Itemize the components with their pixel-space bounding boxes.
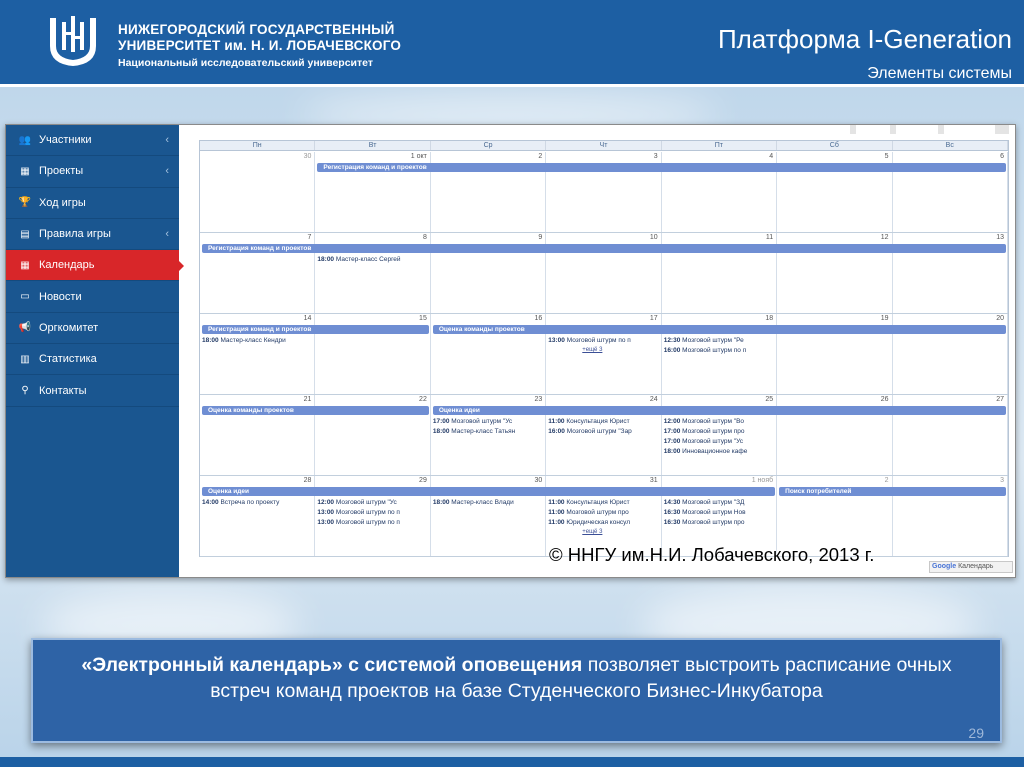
day-number: 8 <box>422 234 427 241</box>
day-number: 11 <box>765 234 774 241</box>
platform-screenshot <box>5 124 1016 578</box>
day-number: 26 <box>880 396 889 403</box>
calendar-event[interactable] <box>664 447 775 456</box>
event-time: 12:30 <box>663 337 681 344</box>
trophy-icon: 🏆 <box>18 197 32 209</box>
caption-strong: «Электронный календарь» с системой оповещения <box>81 654 583 676</box>
calendar-event[interactable] <box>548 498 659 507</box>
event-time: 18:00 <box>202 337 219 344</box>
sidebar-item-label: Календарь <box>39 259 95 272</box>
sidebar-item-label: Правила игры <box>39 228 111 241</box>
sidebar-item-6[interactable] <box>6 313 179 344</box>
slide-number: 29 <box>968 725 984 741</box>
map-marker-icon: ⚲ <box>21 385 29 397</box>
event-time: 16:00 <box>663 347 681 354</box>
calendar-event[interactable] <box>664 427 775 436</box>
day-number: 3 <box>1000 477 1004 484</box>
grid-icon: ▦ <box>20 165 30 177</box>
slide-header <box>0 0 1024 87</box>
document-icon: ▤ <box>20 228 30 240</box>
day-number: 13 <box>996 234 1004 241</box>
calendar-week <box>200 233 1008 314</box>
more-events-link[interactable]: +ещё 3 <box>582 347 603 353</box>
day-number: 28 <box>303 477 312 484</box>
event-title: Мозговой штурм "Во <box>682 418 745 425</box>
calendar-event-bar[interactable]: Регистрация команд и проектов <box>202 325 429 334</box>
chart-icon: ▥ <box>20 353 30 365</box>
event-title: Мозговой штурм "Ус <box>682 438 744 445</box>
event-title: Мозговой штурм по п <box>335 509 400 516</box>
event-title: Мозговой штурм "Ус <box>451 418 513 425</box>
event-title: Юридическая консул <box>566 519 631 526</box>
footer-band <box>0 757 1024 767</box>
calendar-event[interactable] <box>664 508 775 517</box>
calendar-event-bar[interactable]: Поиск потребителей <box>779 487 1006 496</box>
calendar-event-bar[interactable]: Регистрация команд и проектов <box>317 163 1006 172</box>
caption-box <box>31 638 1002 743</box>
event-time: 12:00 <box>663 418 681 425</box>
chevron-left-icon: ‹ <box>165 134 169 146</box>
day-number: 21 <box>303 396 312 403</box>
calendar-event[interactable] <box>317 508 428 517</box>
calendar-week <box>200 152 1008 233</box>
calendar-event[interactable] <box>317 255 428 264</box>
calendar-week <box>200 314 1008 395</box>
sidebar-item-2[interactable] <box>6 188 179 219</box>
event-time: 17:00 <box>432 418 450 425</box>
day-number: 12 <box>880 234 889 241</box>
chevron-left-icon: ‹ <box>165 227 169 240</box>
day-number: 23 <box>534 396 543 403</box>
event-title: Мозговой штурм "Зар <box>566 428 632 435</box>
event-time: 13:00 <box>548 337 565 344</box>
day-number: 20 <box>996 315 1004 322</box>
event-time: 13:00 <box>317 519 335 526</box>
toolbar-button[interactable] <box>850 125 856 134</box>
university-name-line1: НИЖЕГОРОДСКИЙ ГОСУДАРСТВЕННЫЙ <box>118 22 395 37</box>
sidebar-item-label: Статистика <box>39 353 97 366</box>
calendar-event-bar[interactable]: Регистрация команд и проектов <box>202 244 1006 253</box>
slide-title: Платформа I-Generation <box>717 24 1012 54</box>
day-of-week-label: Пт <box>662 141 777 150</box>
sidebar-item-1[interactable] <box>6 156 179 187</box>
google-calendar-badge[interactable] <box>929 561 1013 573</box>
more-events-link[interactable]: +ещё 3 <box>582 529 603 535</box>
calendar-event[interactable] <box>433 498 544 507</box>
university-name <box>118 22 401 70</box>
day-of-week-label: Ср <box>431 141 546 150</box>
calendar-event[interactable] <box>317 498 428 507</box>
event-time: 17:00 <box>663 428 681 435</box>
sidebar-item-label: Проекты <box>39 165 84 178</box>
toolbar-dropdown[interactable] <box>995 125 1009 134</box>
caption-text: позволяет выстроить расписание очных встреч команд проектов на базе Студенческого Бизнес-Инкубатора <box>210 654 952 702</box>
event-time: 18:00 <box>432 499 450 506</box>
day-number: 7 <box>307 234 312 241</box>
event-title: Мастер-класс Татьян <box>451 428 516 435</box>
calendar-event[interactable] <box>433 427 544 436</box>
day-number: 24 <box>649 396 658 403</box>
day-number: 5 <box>884 153 889 160</box>
event-time: 12:00 <box>317 499 335 506</box>
university-name-line2: УНИВЕРСИТЕТ им. Н. И. ЛОБАЧЕВСКОГО <box>118 38 402 53</box>
calendar-event-bar[interactable]: Оценка команды проектов <box>433 325 1006 334</box>
event-time: 16:30 <box>663 519 681 526</box>
day-number: 1 окт <box>410 153 427 160</box>
event-title: Мозговой штурм по п <box>682 347 747 354</box>
toolbar-button[interactable] <box>890 125 896 134</box>
calendar-event-bar[interactable]: Оценка команды проектов <box>202 406 429 415</box>
sidebar-nav <box>6 125 179 578</box>
day-number: 30 <box>534 477 543 484</box>
calendar-event[interactable] <box>548 518 659 527</box>
day-number: 19 <box>880 315 889 322</box>
calendar-day-cell[interactable] <box>200 152 315 232</box>
day-of-week-label: Сб <box>777 141 892 150</box>
day-number: 15 <box>419 315 427 322</box>
event-title: Мозговой штурм "Ус <box>335 499 397 506</box>
university-logo <box>42 12 104 70</box>
day-of-week-label: Пн <box>200 141 315 150</box>
calendar-event[interactable] <box>548 427 659 436</box>
day-number: 27 <box>996 396 1004 403</box>
day-number: 6 <box>1000 153 1004 160</box>
day-number: 22 <box>419 396 427 403</box>
event-time: 11:00 <box>548 499 565 506</box>
sidebar-item-4[interactable] <box>6 250 179 281</box>
sidebar-item-8[interactable] <box>6 375 179 406</box>
event-title: Мозговой штурм про <box>682 428 745 435</box>
sidebar-item-0[interactable] <box>6 125 179 156</box>
event-time: 11:00 <box>548 519 565 526</box>
google-calendar-badge-prefix: Google <box>932 563 957 570</box>
days-of-week-header <box>200 141 1008 151</box>
event-time: 14:30 <box>663 499 681 506</box>
sidebar-item-5[interactable] <box>6 281 179 312</box>
event-title: Мозговой штурм по п <box>335 519 400 526</box>
event-time: 14:00 <box>202 499 219 506</box>
calendar-week <box>200 395 1008 476</box>
sidebar-item-label: Оргкомитет <box>39 321 99 334</box>
toolbar-button[interactable] <box>938 125 944 134</box>
event-title: Мастер-класс Сергей <box>335 256 401 263</box>
event-title: Мозговой штурм "Ре <box>682 337 744 344</box>
calendar-event[interactable] <box>202 498 313 507</box>
event-title: Мозговой штурм по п <box>566 337 631 344</box>
calendar-event[interactable] <box>548 508 659 517</box>
calendar-icon: ▦ <box>20 259 30 271</box>
calendar-event[interactable] <box>664 437 775 446</box>
event-title: Встреча по проекту <box>220 499 280 506</box>
google-calendar-badge-text: Календарь <box>958 563 994 570</box>
day-of-week-label: Чт <box>546 141 661 150</box>
calendar-event[interactable] <box>548 336 659 345</box>
calendar-toolbar <box>190 125 1010 139</box>
day-of-week-label: Вс <box>893 141 1008 150</box>
event-title: Мастер-класс Кендри <box>220 337 286 344</box>
event-time: 11:00 <box>548 509 565 516</box>
day-number: 1 нояб <box>751 477 774 484</box>
sidebar-item-label: Контакты <box>39 384 87 397</box>
calendar-event-bar[interactable]: Оценка идеи <box>433 406 1006 415</box>
megaphone-icon: 📢 <box>18 322 32 334</box>
day-number: 10 <box>649 234 658 241</box>
day-number: 30 <box>303 153 312 160</box>
day-number: 18 <box>765 315 774 322</box>
calendar-event[interactable] <box>548 417 659 426</box>
chevron-left-icon: ‹ <box>165 165 169 178</box>
day-number: 9 <box>538 234 543 241</box>
event-title: Консультация Юрист <box>566 418 630 425</box>
day-number: 17 <box>649 315 658 322</box>
sidebar-item-label: Ход игры <box>39 196 86 209</box>
event-title: Мозговой штурм про <box>566 509 629 516</box>
event-time: 13:00 <box>317 509 335 516</box>
event-time: 16:30 <box>663 509 681 516</box>
sidebar-item-label: Новости <box>39 290 82 303</box>
day-of-week-label: Вт <box>315 141 430 150</box>
event-title: Консультация Юрист <box>566 499 630 506</box>
event-title: Мозговой штурм Нов <box>682 509 746 516</box>
calendar-event[interactable] <box>664 417 775 426</box>
users-icon: 👥 <box>18 134 32 146</box>
calendar-event[interactable] <box>664 518 775 527</box>
sidebar-item-3[interactable] <box>6 219 179 250</box>
calendar-event[interactable] <box>433 417 544 426</box>
day-number: 16 <box>534 315 543 322</box>
day-number: 29 <box>419 477 427 484</box>
active-indicator <box>178 260 184 272</box>
month-calendar <box>199 140 1009 557</box>
day-number: 4 <box>769 153 774 160</box>
event-title: Инновационное кафе <box>682 448 748 455</box>
event-title: Мозговой штурм про <box>682 519 745 526</box>
event-time: 18:00 <box>317 256 335 263</box>
event-time: 16:00 <box>548 428 565 435</box>
day-number: 25 <box>765 396 774 403</box>
event-time: 17:00 <box>663 438 681 445</box>
calendar-event[interactable] <box>317 518 428 527</box>
event-title: Мозговой штурм "ЗД <box>682 499 745 506</box>
event-time: 11:00 <box>548 418 565 425</box>
sidebar-item-label: Участники <box>39 134 92 147</box>
event-title: Мастер-класс Влади <box>451 499 514 506</box>
event-time: 18:00 <box>663 448 681 455</box>
slide-subtitle: Элементы системы <box>867 65 1012 82</box>
day-number: 31 <box>649 477 658 484</box>
sidebar-item-7[interactable] <box>6 344 179 375</box>
calendar-event[interactable] <box>202 336 313 345</box>
day-number: 2 <box>884 477 889 484</box>
calendar-event-bar[interactable]: Оценка идеи <box>202 487 775 496</box>
calendar-event[interactable] <box>664 498 775 507</box>
university-name-line3: Национальный исследовательский университет <box>118 57 373 69</box>
day-number: 14 <box>303 315 312 322</box>
event-time: 18:00 <box>432 428 450 435</box>
copyright-text: © ННГУ им.Н.И. Лобачевского, 2013 г. <box>549 544 875 565</box>
day-number: 2 <box>538 153 543 160</box>
calendar-event[interactable] <box>664 346 775 355</box>
day-number: 3 <box>653 153 658 160</box>
calendar-event[interactable] <box>664 336 775 345</box>
news-icon: ▭ <box>20 291 30 303</box>
